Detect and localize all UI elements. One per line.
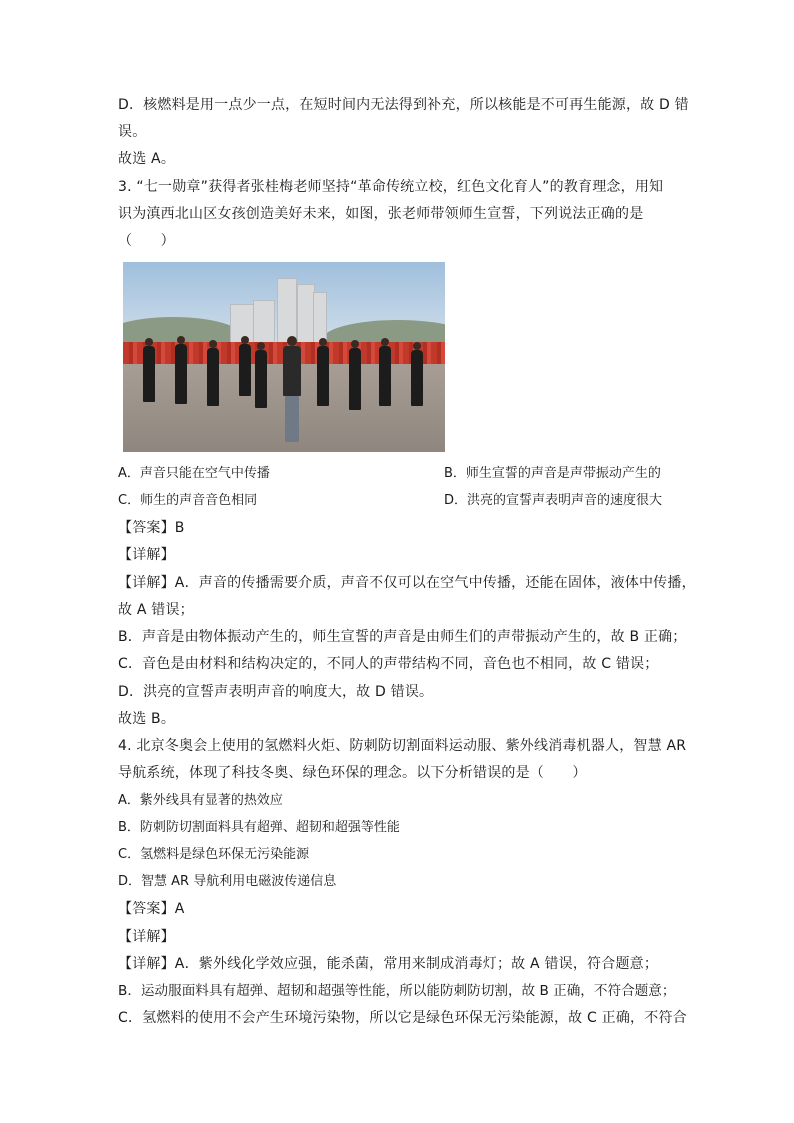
q3-explanation-line1: 【详解】A．声音的传播需要介质，声音不仅可以在空气中传播，还能在固体，液体中传播， [118, 575, 696, 591]
q3-option-a: A．声音只能在空气中传播 [118, 466, 270, 481]
person-head [381, 338, 389, 346]
person-head [351, 340, 359, 348]
q2-d-explanation-line2: 误。 [118, 124, 147, 140]
person [317, 346, 329, 406]
person-head [319, 338, 327, 346]
person [175, 344, 187, 404]
person-head [413, 342, 421, 350]
person [207, 348, 219, 406]
person [349, 348, 361, 410]
teacher [283, 346, 301, 396]
oath-photo [123, 262, 445, 452]
q4-stem-line2: 导航系统，体现了科技冬奥、绿色环保的理念。以下分析错误的是（ ） [118, 765, 587, 781]
q4-option-d: D．智慧 AR 导航利用电磁波传递信息 [118, 874, 337, 889]
q4-explanation-line2: B．运动服面料具有超弹、超韧和超强等性能，所以能防刺防切割，故 B 正确，不符合题意； [118, 983, 676, 999]
person [411, 350, 423, 406]
person [255, 350, 267, 408]
q2-conclusion: 故选 A。 [118, 151, 176, 167]
q3-stem-line1: 3. “七一勋章”获得者张桂梅老师坚持“革命传统立校，红色文化育人”的教育理念，用知 [118, 179, 664, 195]
q2-d-explanation-line1: D．核燃料是用一点少一点，在短时间内无法得到补充，所以核能是不可再生能源，故 D 错 [118, 97, 689, 113]
q3-detail-heading: 【详解】 [118, 547, 175, 563]
teacher-legs [285, 396, 299, 442]
teacher-head [287, 336, 297, 346]
q3-explanation-line2: 故 A 错误； [118, 602, 194, 618]
q4-answer: 【答案】A [118, 901, 185, 917]
q3-option-c: C．师生的声音音色相同 [118, 493, 258, 508]
person-head [177, 336, 185, 344]
q3-answer: 【答案】B [118, 520, 185, 536]
person-head [241, 336, 249, 344]
q4-option-b: B．防刺防切割面料具有超弹、超韧和超强等性能 [118, 820, 400, 835]
q3-option-d: D．洪亮的宣誓声表明声音的速度很大 [444, 493, 663, 508]
person [143, 346, 155, 402]
q4-stem-line1: 4. 北京冬奥会上使用的氢燃料火炬、防刺防切割面料运动服、紫外线消毒机器人，智慧 AR [118, 738, 687, 754]
person-head [209, 340, 217, 348]
person [239, 344, 251, 396]
person-head [145, 338, 153, 346]
q3-explanation-line4: C．音色是由材料和结构决定的，不同人的声带结构不同，音色也不相同，故 C 错误； [118, 656, 659, 672]
q4-explanation-line1: 【详解】A．紫外线化学效应强，能杀菌，常用来制成消毒灯；故 A 错误，符合题意； [118, 956, 659, 972]
q3-conclusion: 故选 B。 [118, 711, 176, 727]
person [379, 346, 391, 406]
q4-detail-heading: 【详解】 [118, 929, 175, 945]
q4-option-c: C．氢燃料是绿色环保无污染能源 [118, 847, 310, 862]
q3-explanation-line3: B．声音是由物体振动产生的，师生宣誓的声音是由师生们的声带振动产生的，故 B 正确； [118, 629, 687, 645]
q3-option-b: B．师生宣誓的声音是声带振动产生的 [444, 466, 661, 481]
q3-stem-bracket: （ ） [118, 233, 175, 249]
q3-explanation-line5: D．洪亮的宣誓声表明声音的响度大，故 D 错误。 [118, 684, 434, 700]
q4-option-a: A．紫外线具有显著的热效应 [118, 793, 283, 808]
q3-stem-line2: 识为滇西北山区女孩创造美好未来，如图，张老师带领师生宣誓，下列说法正确的是 [118, 206, 644, 222]
q4-explanation-line3: C．氢燃料的使用不会产生环境污染物，所以它是绿色环保无污染能源，故 C 正确，不符合 [118, 1010, 687, 1026]
person-head [257, 342, 265, 350]
